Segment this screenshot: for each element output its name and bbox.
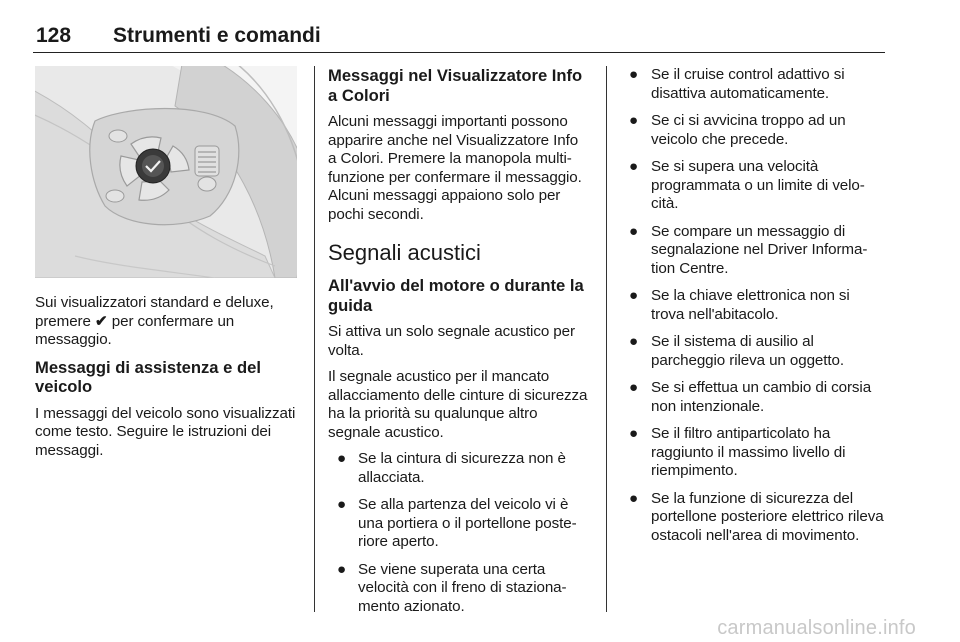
bullet-icon: ●: [629, 112, 639, 129]
steering-wheel-illustration: [35, 66, 297, 278]
bullet-list: [620, 66, 886, 545]
list-item: ● Se compare un messaggio di segnalazione nel Driver Information Centre.: [629, 222, 868, 277]
bullet-icon: ●: [629, 222, 639, 240]
bullet-list: [328, 450, 590, 616]
list-item: ● Se la funzione di sicurezza del portellone posteriore elettrico rileva ostacoli nell'area di movimento.: [629, 489, 884, 544]
bullet-icon: ●: [337, 496, 347, 513]
page-header: [33, 22, 885, 53]
column-1: [35, 66, 297, 468]
section-heading-assistance: Messaggi di assistenza e del veicolo: [35, 357, 261, 396]
bullet-icon: ●: [629, 66, 639, 83]
bullet-icon: ●: [629, 158, 639, 175]
bullet-icon: ●: [629, 489, 639, 507]
steering-wheel-drawing: [35, 66, 297, 278]
list-item: ● Se la chiave elettronica non si trova nell'abitacolo.: [629, 287, 850, 323]
chapter-title: Strumenti e comandi: [113, 24, 321, 47]
paragraph: I messaggi del veicolo sono visualizzati come testo. Seguire le istruzioni dei messaggi.: [35, 404, 296, 459]
checkmark-icon: ✔: [94, 312, 108, 330]
column-2: [328, 66, 590, 625]
list-item: ● Se si effettua un cambio di corsia non intenzionale.: [629, 379, 872, 415]
bullet-icon: ●: [629, 287, 639, 304]
column-3: [620, 66, 886, 554]
column-divider: [606, 66, 607, 612]
list-item: ● Se ci si avvicina troppo ad un veicolo che precede.: [629, 112, 846, 148]
paragraph: Il segnale acustico per il mancato allacciamento delle cinture di sicurezza ha la priorità su qualunque altro segnale acustico.: [328, 368, 588, 441]
bullet-icon: ●: [629, 425, 639, 442]
bullet-icon: ●: [337, 450, 347, 467]
list-item: ● Se la cintura di sicurezza non è allacciata.: [337, 450, 566, 486]
page-number: 128: [36, 24, 72, 47]
column-divider: [314, 66, 315, 612]
list-item: ● Se alla partenza del veicolo vi è una portiera o il portellone posteriore aperto.: [337, 496, 577, 550]
watermark: carmanualsonline.info: [717, 617, 916, 639]
section-heading-engine-start: All'avvio del motore o durante la guida: [328, 276, 584, 315]
paragraph: Si attiva un solo segnale acustico per volta.: [328, 323, 575, 359]
list-item: ● Se il sistema di ausilio al parcheggio rileva un oggetto.: [629, 333, 844, 369]
bullet-icon: ●: [629, 333, 639, 350]
section-heading-info-display: Messaggi nel Visualizzatore Info a Colori: [328, 66, 583, 105]
bullet-icon: ●: [337, 560, 347, 578]
section-title-acoustic-signals: Segnali acustici: [328, 240, 481, 265]
bullet-icon: ●: [629, 379, 639, 396]
figure-caption: Sui visualizzatori standard e deluxe, premere ✔ per confermare un messaggio.: [35, 294, 274, 348]
list-item: ● Se il cruise control adattivo si disattiva automaticamente.: [629, 66, 845, 102]
list-item: ● Se viene superata una certa velocità con il freno di stazionamento azionato.: [337, 560, 567, 615]
list-item: ● Se si supera una velocità programmata o un limite di velocità.: [629, 158, 865, 212]
list-item: ● Se il filtro antiparticolato ha raggiunto il massimo livello di riempimento.: [629, 425, 846, 479]
paragraph: Alcuni messaggi importanti possono apparire anche nel Visualizzatore Info a Colori. Premere la manopola multifunzione per confermare il messaggio. Alcuni messaggi appaiono solo per pochi secondi.: [328, 113, 582, 223]
